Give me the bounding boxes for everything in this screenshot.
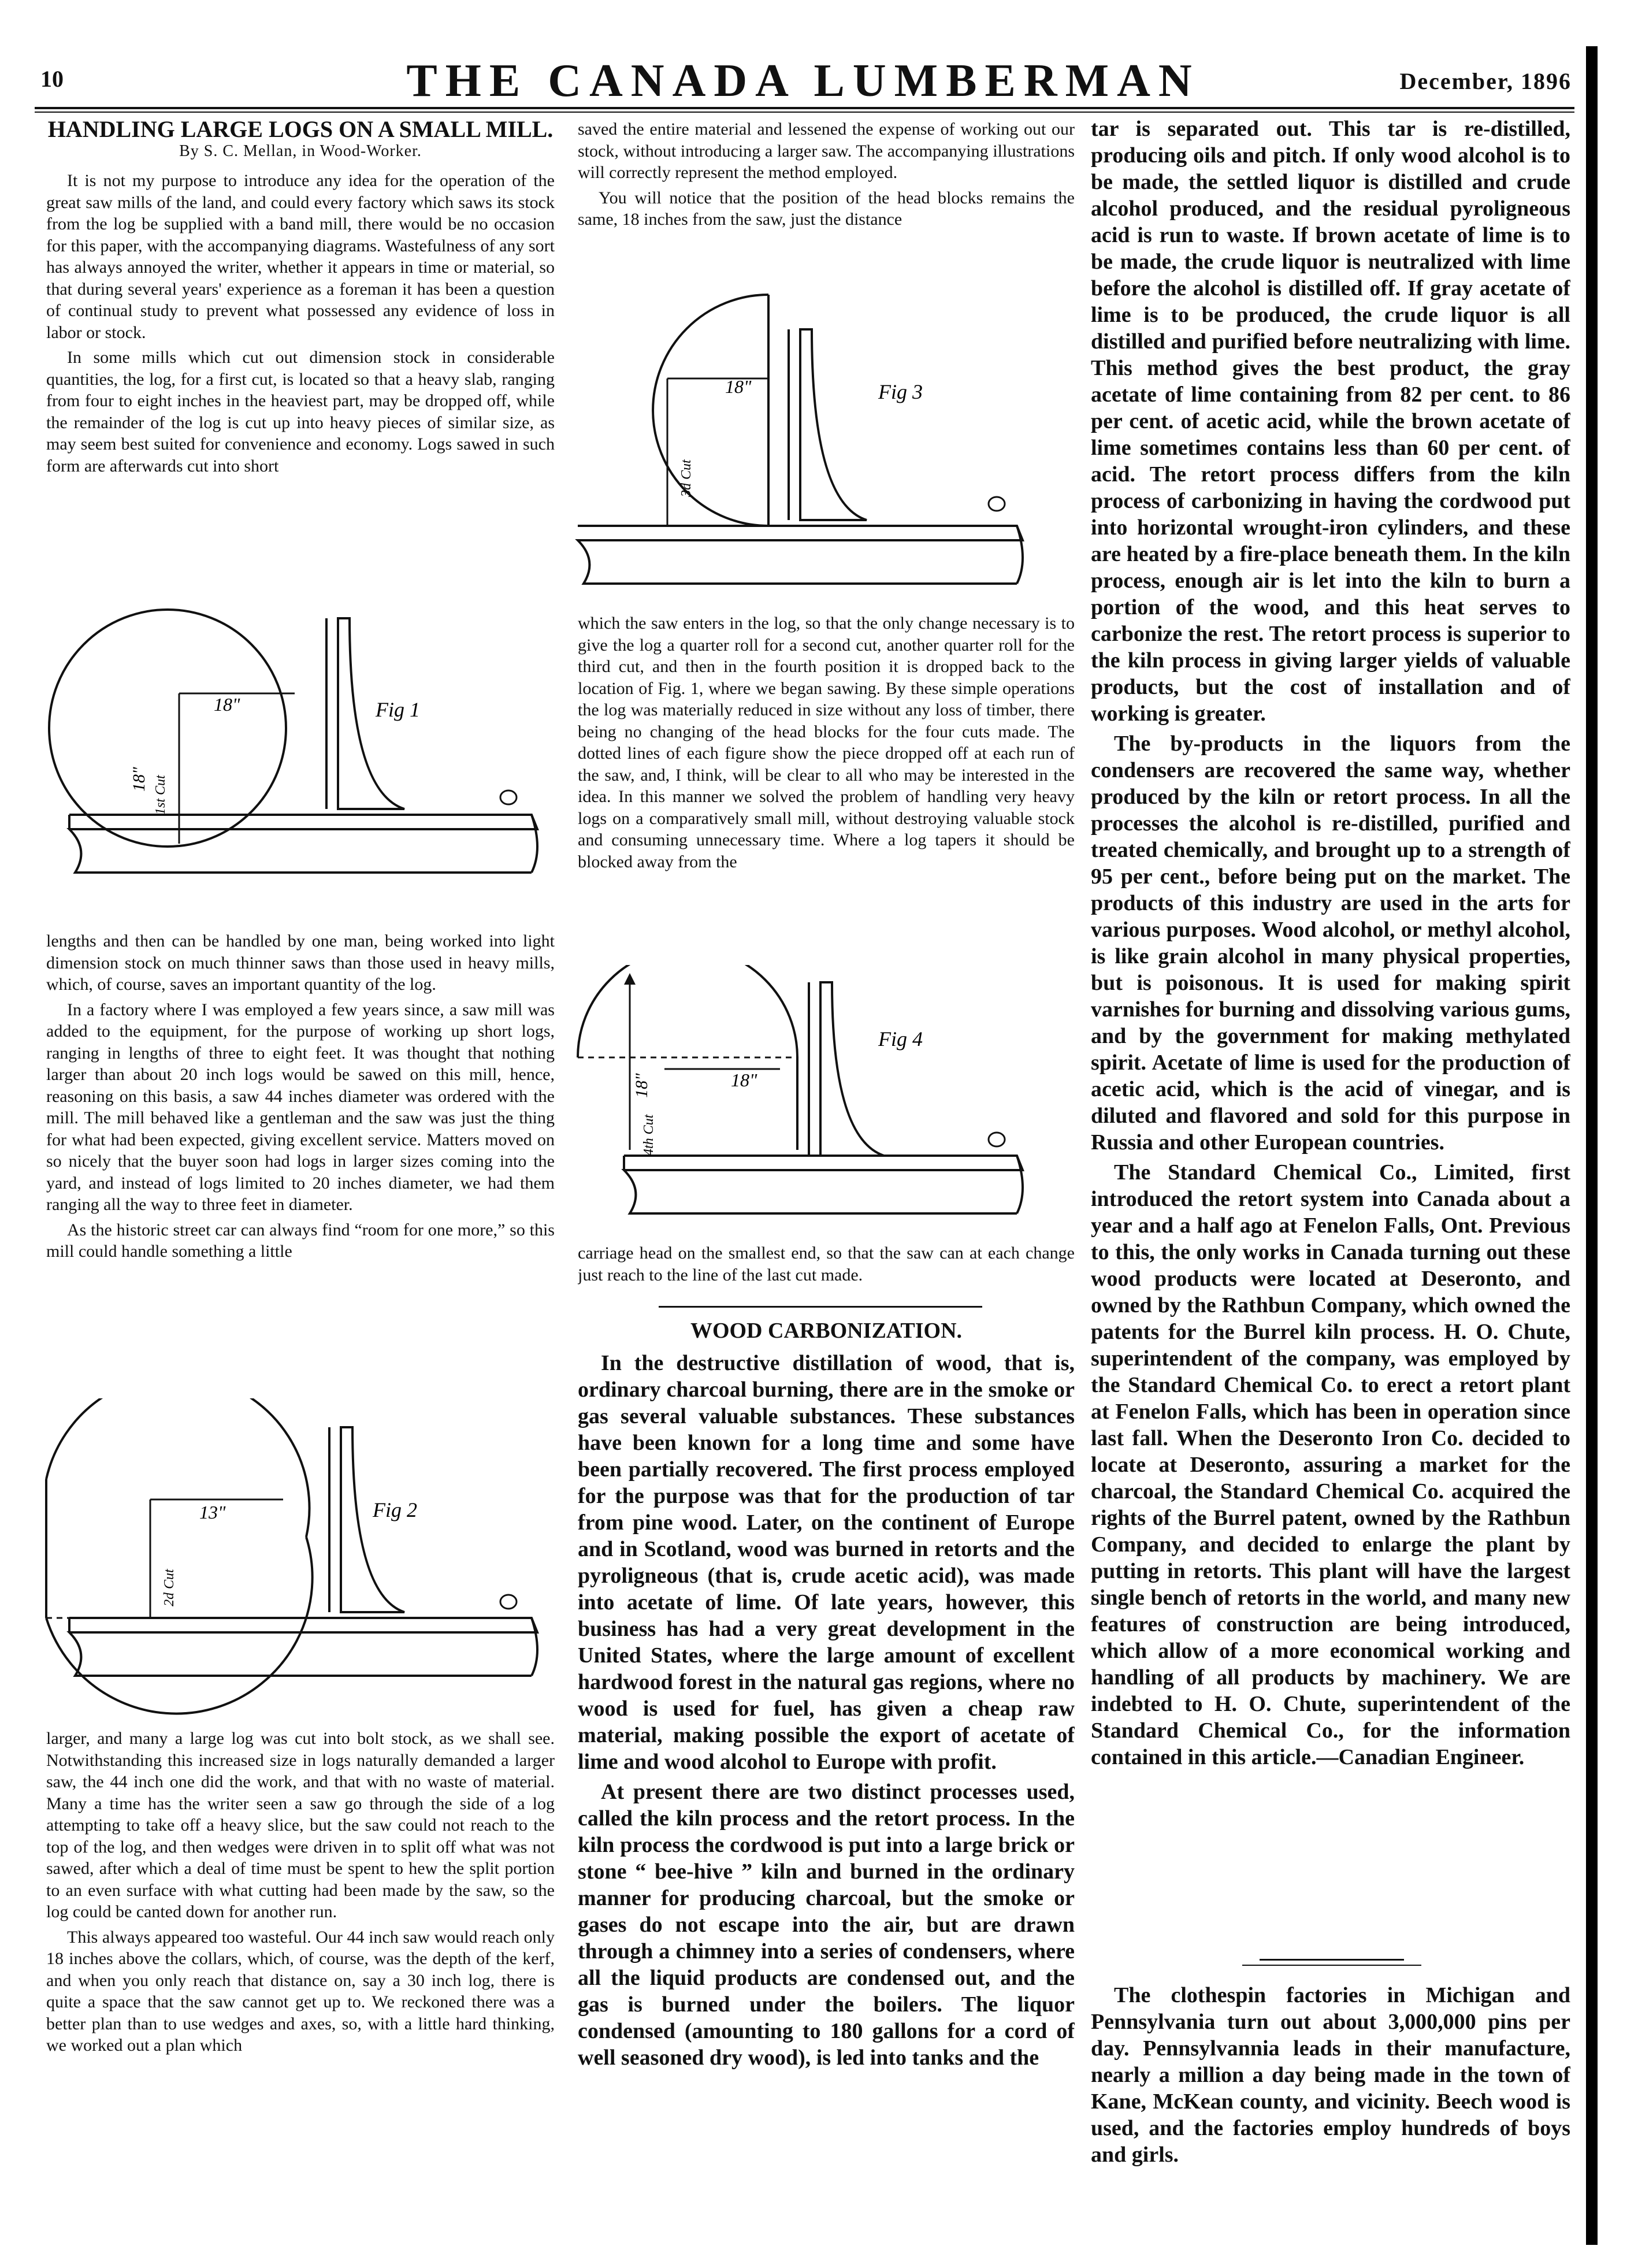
figure-4-diagram bbox=[566, 965, 1075, 1231]
section-divider-thin bbox=[1242, 1965, 1421, 1966]
paragraph: larger, and many a large log was cut into bolt stock, as we shall see. Notwithstanding this increased size in logs naturally demanded a larger saw, the 44 inch one did the work, and that with no waste of material. Many a time has the writer seen a saw go through the side of a log attempting to take off a heavy slice, but the saw could not reach to the top of the log, and then wedges were driven in to split off what was not sawed, after which a deal of time must be spent to hew the split portion to an even surface with what cutting had been made by the saw, so the log could be canted down for another run. bbox=[46, 1729, 555, 1921]
figure-3-width: 18" bbox=[725, 376, 752, 397]
section-divider bbox=[1260, 1959, 1404, 1961]
page-number: 10 bbox=[40, 66, 64, 92]
figure-4-height: 18" bbox=[632, 1073, 651, 1098]
article-wood-carbonization-continued bbox=[1091, 116, 1570, 1921]
figure-1-width: 18" bbox=[214, 694, 240, 715]
section-divider bbox=[659, 1306, 982, 1308]
page-header bbox=[35, 55, 1572, 107]
article-clothespins bbox=[1091, 1982, 1570, 2236]
paragraph: It is not my purpose to introduce any idea for the operation of the great saw mills of the land, and could every factory which saws its stock from the log be supplied with a band mill, there would be no occasion for this paper, with the accompanying diagrams. Wastefulness of any sort has always annoyed the writer, whether it appears in time or material, so that during several years' experience as a foreman it has been a question of continual study to prevent what possessed any evidence of loss in labor or stock. bbox=[46, 171, 555, 342]
paragraph: tar is separated out. This tar is re-distilled, producing oils and pitch. If only wood alcohol is to be made, the settled liquor is distilled and crude alcohol produced, and the residual pyroligneous acid is run to waste. If brown acetate of lime is to be made, the crude liquor is neutralized with lime before the alcohol is distilled off. If gray acetate of lime is to be produced, the crude liquor is all distilled and purified before neutralizing with lime. This method gives the best product, the gray acetate of lime containing from 82 per cent. to 86 per cent. of acetic acid, while the brown acetate of lime sometimes contains less than 60 per cent. of acid. The retort process differs from the kiln process of carbonizing in having the cordwood put into horizontal wrought-iron cylinders, and these are heated by a fire-place beneath them. In the kiln process, enough air is let into the kiln to burn a portion of the wood, and this heat serves to carbonize the rest. The retort process is superior to the kiln process in giving larger yields of valuable products, but the cost of installation and of working is greater. bbox=[1091, 117, 1570, 726]
paragraph: The Standard Chemical Co., Limited, first introduced the retort system into Canada about a year and a half ago at Fenelon Falls, Ont. Previous to this, the only works in Canada turning out these wood products were located at Deseronto, and owned by the Rathbun Company, which owned the patents for the Burrel kiln process. H. O. Chute, superintendent of the company, was employed by the Standard Chemical Co. to erect a retort plant at Fenelon Falls, which has been in operation since last fall. When the Deseronto Iron Co. decided to locate at Deseronto, assuring a market for the charcoal, the Standard Chemical Co. acquired the rights of the Burrel patent, owned by the Rathbun Company, and decided to enlarge the plant by putting in retorts. This plant will have the largest single bench of retorts in the world, and many new features of construction are being introduced, which allow of a more economical working and handling of all products by machinery. We are indebted to H. O. Chute, superintendent of the Standard Chemical Co., for the information contained in this article.—Canadian Engineer. bbox=[1091, 1160, 1570, 1769]
figure-1-label: Fig 1 bbox=[376, 698, 420, 721]
paragraph: As the historic street car can always find “room for one more,” so this mill could handle something a little bbox=[46, 1220, 555, 1261]
paragraph: which the saw enters in the log, so that the only change necessary is to give the log a quarter roll for a second cut, another quarter roll for the third cut, and then in the fourth position it is dropped back to the location of Fig. 1, where we began sawing. By these simple operations the log was materially reduced in size without any loss of timber, there being no changing of the head blocks for the four cuts made. The dotted lines of each figure show the piece dropped off at each run of the saw, and, I think, will be clear to all who may be interested in the idea. In this manner we solved the problem of handling very heavy logs on a comparatively small mill, without destroying valuable stock and consuming unnecessary time. Where a log tapers it should be blocked away from the bbox=[578, 614, 1075, 871]
figure-3-label: Fig 3 bbox=[878, 380, 923, 403]
paragraph: In some mills which cut out dimension stock in considerable quantities, the log, for a first cut, is located so that a heavy slab, ranging from four to eight inches in the heaviest part, may be dropped off, while the remainder of the log is cut up into heavy pieces of similar size, as may seem best suited for convenience and economy. Logs sawed in such form are afterwards cut into short bbox=[46, 348, 555, 476]
figure-2-label: Fig 2 bbox=[373, 1498, 417, 1521]
article-logs-col2-end bbox=[578, 1242, 1075, 1291]
article-logs-col1-end bbox=[46, 1728, 555, 2230]
article-logs-col1-continued bbox=[46, 930, 555, 1384]
header-rule-thin bbox=[35, 112, 1574, 113]
header-rule bbox=[35, 107, 1574, 109]
paragraph: The by-products in the liquors from the condensers are recovered the same way, whether produced by the kiln or retort process. In all the processes the alcohol is re-distilled, purified and treated chemically, and brought up to a strength of 95 per cent., before being put on the market. The products of this industry are used in the arts for various purposes. Wood alcohol, or methyl alcohol, is like grain alcohol in many physical properties, but is poisonous. It is used for making spirit varnishes for burning and dissolving various gums, and by the government for making methylated spirit. Acetate of lime is used for the production of acetic acid, which is the acid of vinegar, and is diluted and flavored and sold for this purpose in Russia and other European countries. bbox=[1091, 732, 1570, 1155]
article-logs-col2-middle bbox=[578, 613, 1075, 953]
figure-3-diagram bbox=[566, 283, 1075, 607]
figure-3-cut: 3d Cut bbox=[679, 459, 694, 497]
article-logs-intro bbox=[46, 118, 555, 584]
masthead: THE CANADA LUMBERMAN bbox=[406, 55, 1200, 106]
article-title: HANDLING LARGE LOGS ON A SMALL MILL. bbox=[47, 118, 554, 142]
figure-1-height: 18" bbox=[129, 767, 148, 792]
figure-4-width: 18" bbox=[731, 1070, 757, 1090]
paragraph: In a factory where I was employed a few years since, a saw mill was added to the equipment, for the purpose of working up short logs, ranging in lengths of three to eight feet. It was thought that nothing larger than about 20 inch logs would be sawed on this mill, hence, reasoning on this basis, a saw 44 inches diameter was ordered with the mill. The mill behaved like a gentleman and the saw was just the thing for what had been expected, giving excellent service. Matters moved on so nicely that the buyer soon had logs in larger sizes coming into the yard, and instead of logs limited to 20 inches diameter, we had them ranging all the way to three feet in diameter. bbox=[46, 1000, 555, 1214]
issue-date: December, 1896 bbox=[1399, 68, 1572, 94]
page-edge-bar bbox=[1586, 46, 1598, 2245]
article-title: WOOD CARBONIZATION. bbox=[690, 1319, 963, 1343]
article-logs-col2-top bbox=[578, 118, 1075, 280]
paragraph: This always appeared too wasteful. Our 44 inch saw would reach only 18 inches above the collars, which, of course, was the depth of the kerf, and when you only reach that distance on, say a 30 inch log, there is quite a space that the saw cannot get up to. We reckoned there was a better plan than to use wedges and axes, so, with a little hard thinking, we worked out a plan which bbox=[46, 1927, 555, 2055]
figure-4-cut: 4th Cut bbox=[641, 1114, 656, 1156]
paragraph: You will notice that the position of the head blocks remains the same, 18 inches from the saw, just the distance bbox=[578, 188, 1075, 229]
article-byline: By S. C. Mellan, in Wood-Worker. bbox=[179, 142, 422, 160]
paragraph: carriage head on the smallest end, so that the saw can at each change just reach to the line of the last cut made. bbox=[578, 1243, 1075, 1285]
article-wood-carbonization bbox=[578, 1317, 1075, 2242]
paragraph: At present there are two distinct processes used, called the kiln process and the retort process. In the kiln process the cordwood is put into a large brick or stone “ bee-hive ” kiln and burned in the ordinary manner for producing charcoal, but the smoke or gases do not escape into the air, but are drawn through a chimney into a series of condensers, where all the liquid products are condensed out, and the gas is burned under the boilers. The liquor condensed (amounting to 180 gallons for a cord of well seasoned dry wood), is led into tanks and the bbox=[578, 1780, 1075, 2070]
paragraph: In the destructive distillation of wood, that is, ordinary charcoal burning, there are in the smoke or gas several valuable substances. These substances have been known for a long time and some have been partially recovered. The first process employed for the purpose was that for the production of tar from pine wood. Later, on the continent of Europe and in Scotland, wood was burned in retorts and the pyroligneous (that is, crude acetic acid), was made into acetate of lime. Of late years, however, this business has had a very great development in the United States, where the large amount of excellent hardwood forest in the natural gas regions, where no wood is used for fuel, has given a cheap raw material, making possible the export of acetate of lime and wood alcohol to Europe with profit. bbox=[578, 1351, 1075, 1774]
figure-4-label: Fig 4 bbox=[878, 1027, 923, 1051]
paragraph: The clothespin factories in Michigan and Pennsylvania turn out about 3,000,000 pins per day. Pennsylvannia leads in their manufacture, nearly a million a day being made in the town of Kane, McKean county, and vicinity. Beech wood is used, and the factories employ hundreds of boys and girls. bbox=[1091, 1983, 1570, 2167]
figure-1-cut: 1st Cut bbox=[153, 775, 168, 815]
figure-2-diagram bbox=[35, 1398, 555, 1722]
paragraph: saved the entire material and lessened the expense of working out our stock, without introducing a larger saw. The accompanying illustrations will correctly represent the method employed. bbox=[578, 120, 1075, 182]
figure-2-cut: 2d Cut bbox=[162, 1569, 177, 1606]
paragraph: lengths and then can be handled by one man, being worked into light dimension stock on much thinner saws than those used in heavy mills, which, of course, saves an important quantity of the log. bbox=[46, 931, 555, 994]
figure-1-diagram bbox=[35, 601, 555, 925]
figure-2-width: 13" bbox=[199, 1502, 226, 1523]
